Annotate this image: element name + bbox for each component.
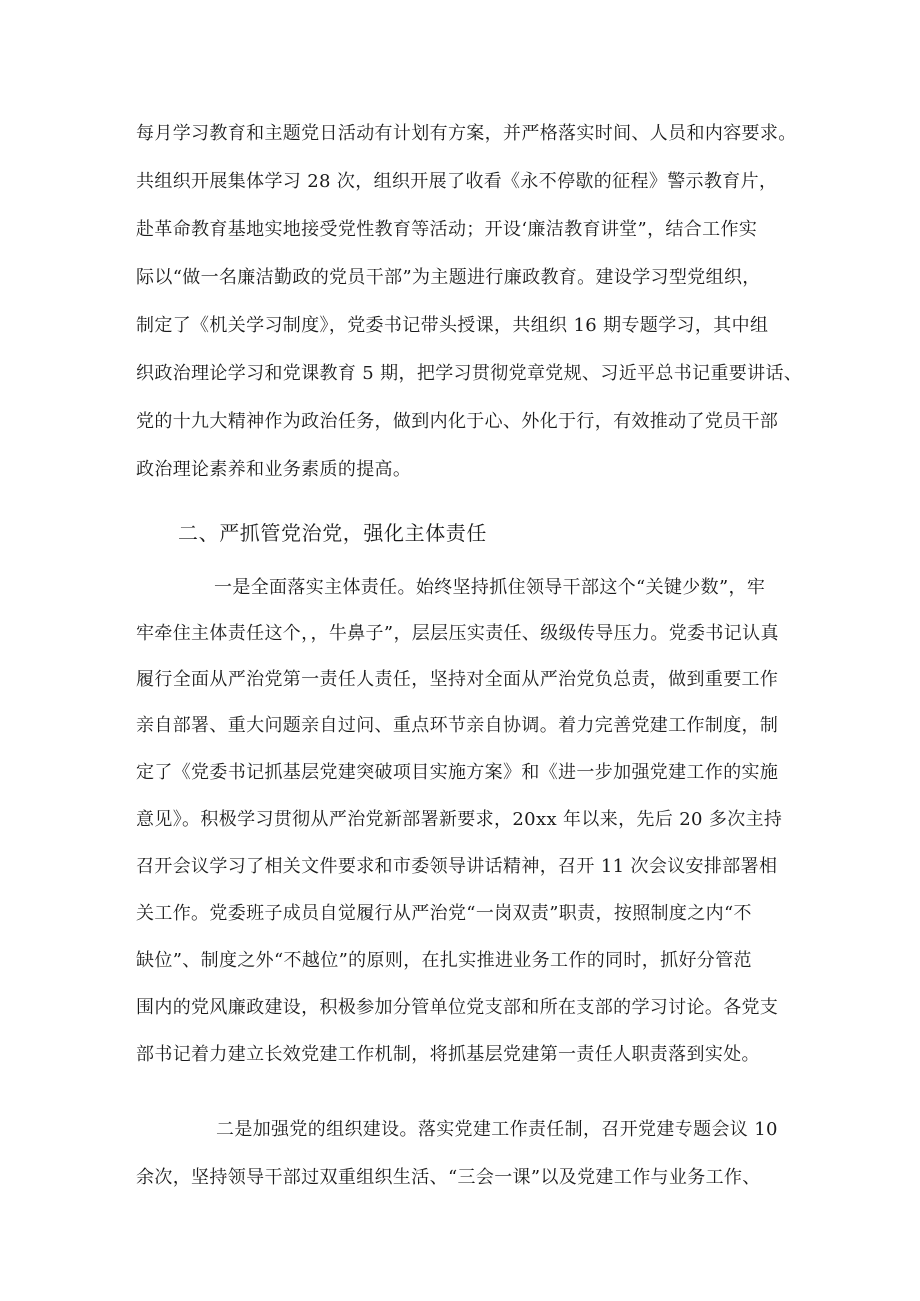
paragraph-line: 定了《党委书记抓基层党建突破项目实施方案》和《进一步加强党建工作的实施 (136, 762, 779, 783)
paragraph-line: 履行全面从严治党第一责任人责任，坚持对全面从严治党负总责，做到重要工作 (136, 669, 779, 690)
section-heading: 二、严抓管党治党，强化主体责任 (178, 521, 487, 545)
paragraph-line: 牢牵住主体责任这个，，牛鼻子”，层层压实责任、级级传导压力。党委书记认真 (136, 623, 779, 644)
paragraph-line: 织政治理论学习和党课教育 5 期，把学习贯彻党章党规、习近平总书记重要讲话、 (136, 363, 803, 384)
paragraph-line: 二是加强党的组织建设。落实党建工作责任制，召开党建专题会议 10 (216, 1119, 778, 1140)
paragraph-line: 缺位”、制度之外“不越位”的原则，在扎实推进业务工作的同时，抓好分管范 (136, 950, 752, 971)
paragraph-line: 意见》。积极学习贯彻从严治党新部署新要求，20xx 年以来，先后 20 多次主持 (136, 809, 783, 830)
paragraph-line: 际以“做一名廉洁勤政的党员干部”为主题进行廉政教育。建设学习型党组织， (136, 267, 761, 288)
paragraph-line: 赴革命教育基地实地接受党性教育等活动；开设‘廉洁教育讲堂”，结合工作实 (136, 219, 758, 240)
paragraph-line: 共组织开展集体学习 28 次，组织开展了收看《永不停歇的征程》警示教育片， (136, 171, 778, 192)
paragraph-line: 党的十九大精神作为政治任务，做到内化于心、外化于行，有效推动了党员干部 (136, 411, 779, 432)
paragraph-line: 围内的党风廉政建设，积极参加分管单位党支部和所在支部的学习讨论。各党支 (136, 997, 779, 1018)
paragraph-line: 余次，坚持领导干部过双重组织生活、“三会一课”以及党建工作与业务工作、 (136, 1167, 761, 1188)
paragraph-line: 政治理论素养和业务素质的提高。 (136, 459, 412, 480)
paragraph-line: 一是全面落实主体责任。始终坚持抓住领导干部这个“关键少数”，牢 (214, 577, 766, 598)
paragraph-line: 部书记着力建立长效党建工作机制，将抓基层党建第一责任人职责落到实处。 (136, 1044, 760, 1065)
paragraph-line: 亲自部署、重大问题亲自过问、重点环节亲自协调。着力完善党建工作制度，制 (136, 715, 779, 736)
paragraph-line: 每月学习教育和主题党日活动有计划有方案，并严格落实时间、人员和内容要求。 (136, 123, 797, 144)
paragraph-line: 召开会议学习了相关文件要求和市委领导讲话精神，召开 11 次会议安排部署相 (136, 856, 778, 877)
paragraph-line: 关工作。党委班子成员自觉履行从严治党“一岗双责”职责，按照制度之内“不 (136, 903, 752, 924)
paragraph-line: 制定了《机关学习制度》，党委书记带头授课，共组织 16 期专题学习，其中组 (136, 315, 769, 336)
